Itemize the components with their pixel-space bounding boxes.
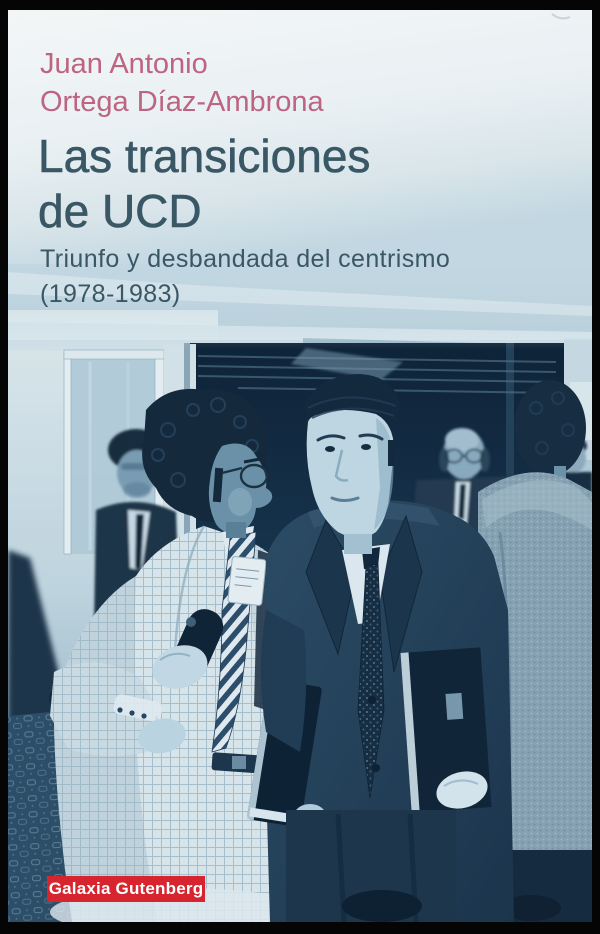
book-title xyxy=(38,129,370,239)
author-name xyxy=(40,45,324,121)
book-subtitle xyxy=(40,242,450,312)
publisher-name: Galaxia Gutenberg xyxy=(48,879,204,898)
author-line-2: Ortega Díaz-Ambrona xyxy=(40,86,324,118)
subtitle-line-1: Triunfo y desbandada del centrismo xyxy=(40,245,451,273)
subtitle-line-2: (1978-1983) xyxy=(40,280,181,308)
publisher-logo xyxy=(47,876,205,902)
title-line-1: Las transiciones xyxy=(38,130,371,182)
title-line-2: de UCD xyxy=(38,185,202,237)
author-line-1: Juan Antonio xyxy=(40,48,208,80)
